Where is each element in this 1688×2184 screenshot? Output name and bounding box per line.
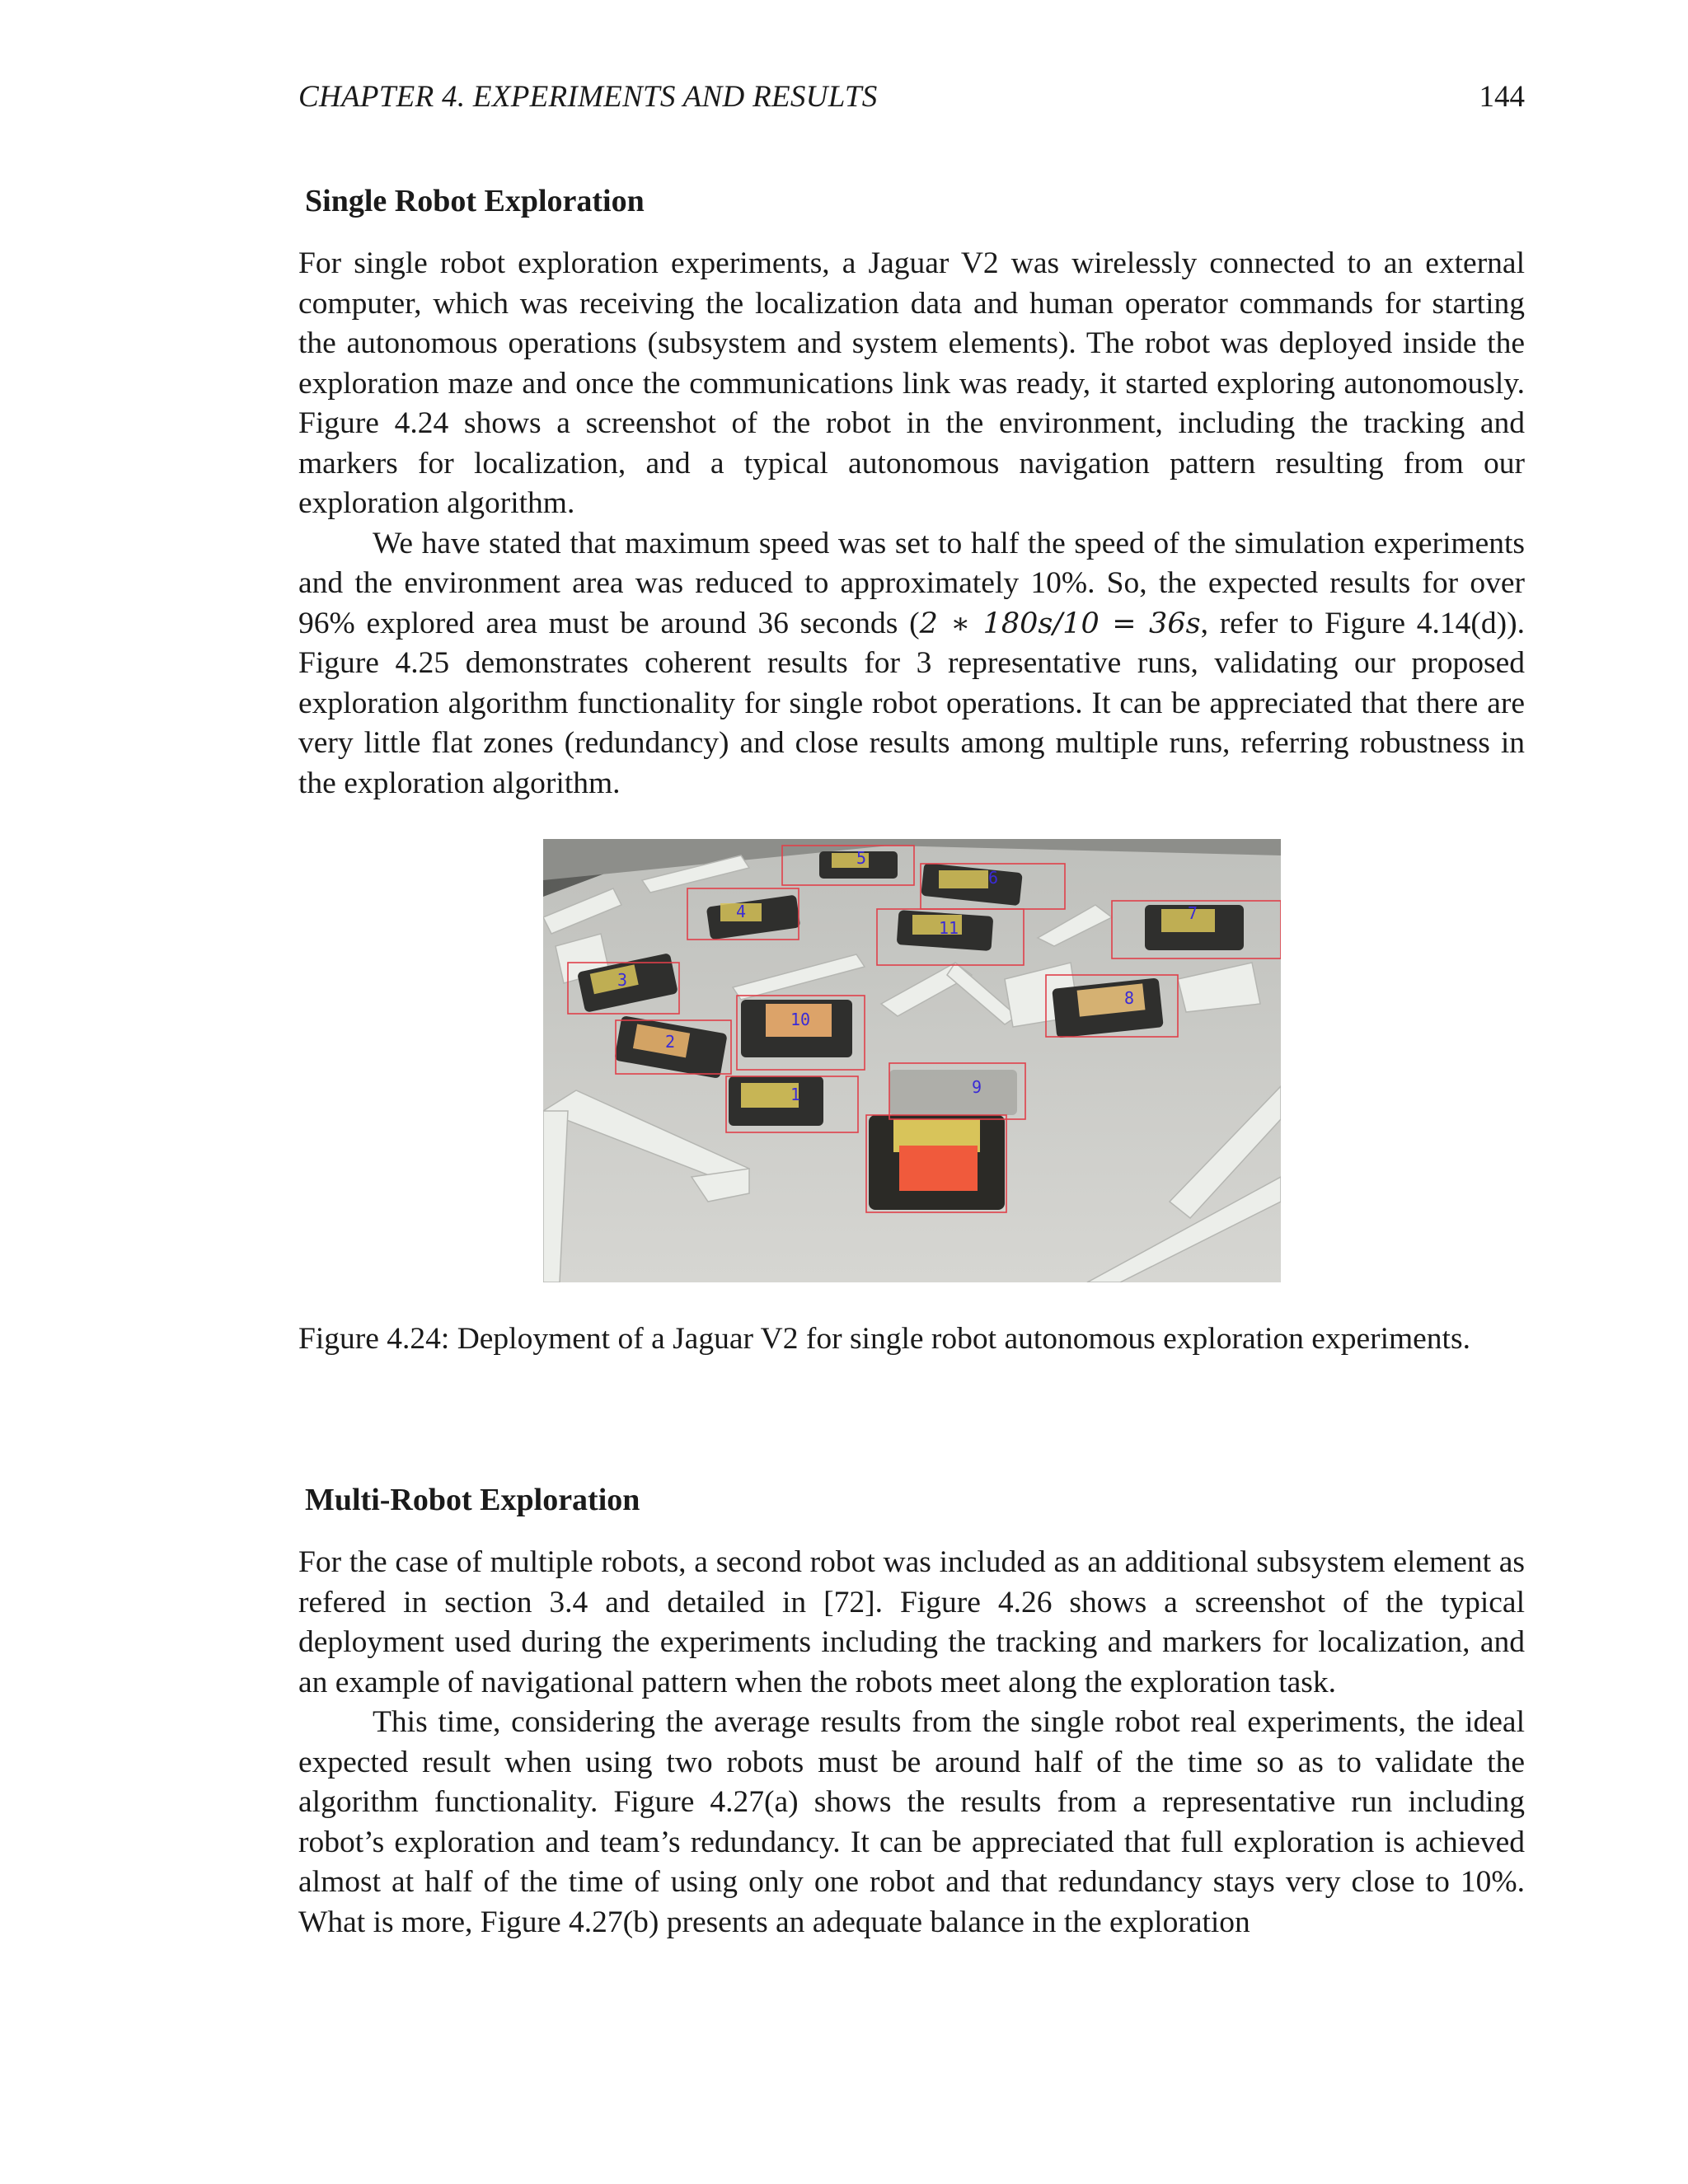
figure-robot-deployment-photo: [543, 839, 1281, 1282]
marker-label-8: 8: [1124, 988, 1135, 1008]
paragraph: For the case of multiple robots, a second robot was included as an additional subsystem element as refered in section 3.4 and detailed in [72]. Figure 4.26 shows a screenshot of the typical deployment used during the experiments including the tracking and markers for localization, and an example of navigational pattern when the robots meet along the exploration task.: [298, 1545, 1525, 1699]
marker-label-9: 9: [972, 1077, 982, 1097]
running-header: [298, 79, 1525, 125]
paragraph: We have stated that maximum speed was set to half the speed of the simulation experiments and the environment area was reduced to approximately 10%. So, the expected results for over 96% explored area must be around 36 seconds (2 ∗ 180s/10 = 36s, refer to Figure 4.14(d)). Figure 4.25 demonstrates coherent results for 3 representative runs, validating our proposed exploration algorithm functionality for single robot operations. It can be appreciated that there are very little flat zones (redundancy) and close results among multiple runs, referring robustness in the exploration algorithm.: [298, 526, 1525, 800]
marker-label-10: 10: [790, 1010, 811, 1029]
section-heading-multi: Multi-Robot Exploration: [305, 1483, 640, 1517]
photo-illustration: [543, 839, 1281, 1282]
paragraph: This time, considering the average results from the single robot real experiments, the ideal expected result when using two robots must be around half of the time so as to validate the algorithm functionality. Figure 4.27(a) shows the results from a representative run including robot’s exploration and team’s redundancy. It can be appreciated that full exploration is achieved almost at half of the time of using only one robot and that redundancy stays very close to 10%. What is more, Figure 4.27(b) presents an adequate balance in the exploration: [298, 1705, 1525, 1939]
marker-label-7: 7: [1188, 903, 1198, 923]
paragraph: For single robot exploration experiments, a Jaguar V2 was wirelessly connected to an external computer, which was receiving the localization data and human operator commands for starting the autonomous operations (subsystem and system elements). The robot was deployed inside the exploration maze and once the communications link was ready, it started exploring autonomously. Figure 4.24 shows a screenshot of the robot in the environment, including the tracking and markers for localization, and a typical autonomous navigation pattern resulting from our exploration algorithm.: [298, 246, 1525, 520]
marker-label-3: 3: [617, 970, 628, 990]
marker-label-2: 2: [665, 1032, 676, 1052]
figure-caption: Figure 4.24: Deployment of a Jaguar V2 for single robot autonomous exploration experiments.: [298, 1322, 1470, 1356]
chapter-title: CHAPTER 4. EXPERIMENTS AND RESULTS: [298, 80, 878, 114]
marker-label-11: 11: [939, 918, 959, 938]
marker-label-1: 1: [790, 1085, 801, 1104]
marker-label-5: 5: [856, 848, 867, 868]
page-number: 144: [1479, 80, 1525, 114]
marker-label-4: 4: [736, 902, 747, 921]
marker-label-6: 6: [988, 868, 999, 888]
equation: 2 ∗ 180s/10 = 36s: [919, 607, 1201, 640]
section-multi-body: [298, 1543, 1525, 1943]
section-single-body: [298, 244, 1525, 804]
section-heading-single: Single Robot Exploration: [305, 184, 645, 218]
